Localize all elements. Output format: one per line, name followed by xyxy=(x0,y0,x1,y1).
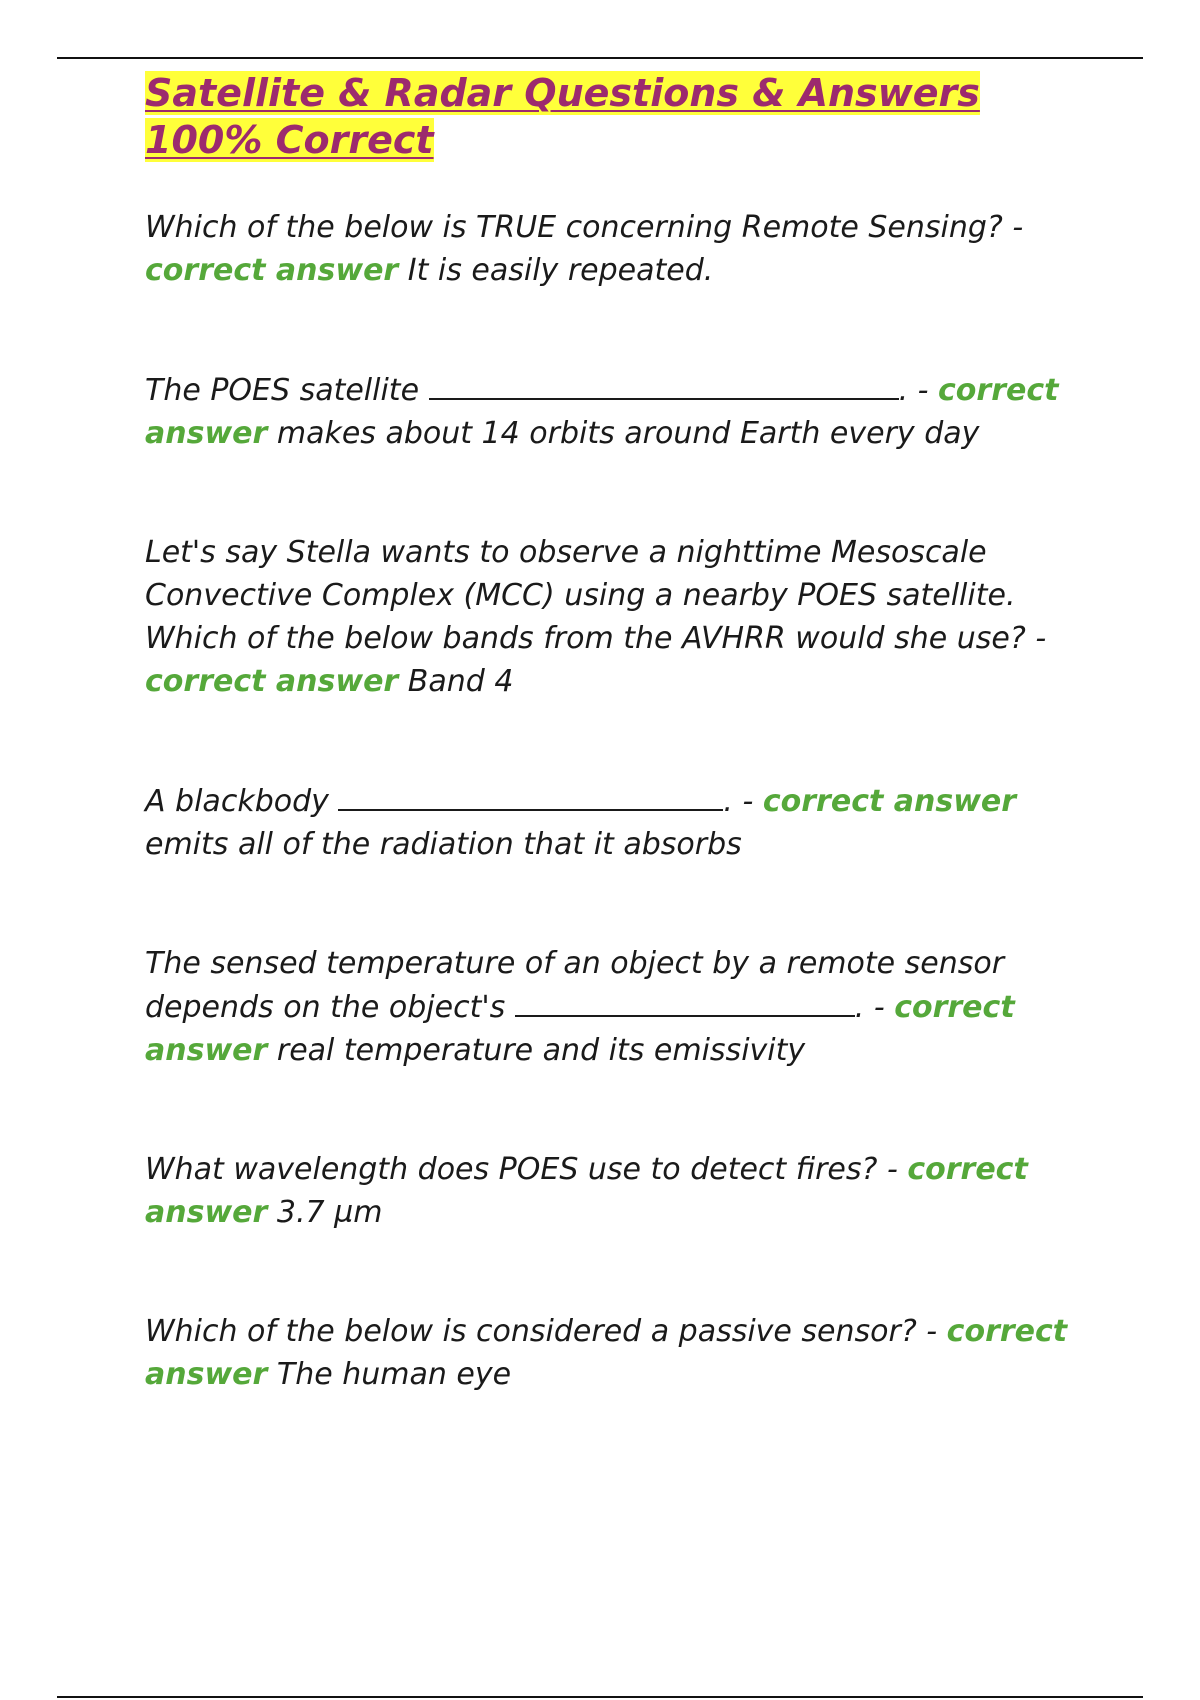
answer-text: emits all of the radiation that it absorbs xyxy=(145,827,742,862)
correct-answer-label: correct answer xyxy=(145,1314,1068,1392)
document-title xyxy=(145,70,1085,164)
question-text: Which of the below is considered a passive sensor? - xyxy=(145,1314,947,1349)
answer-text: 3.7 µm xyxy=(267,1195,383,1230)
question-text: The POES satellite xyxy=(145,373,429,408)
fill-in-blank xyxy=(338,779,723,811)
question-text-suffix: . - xyxy=(723,784,763,819)
document-body xyxy=(145,70,1085,1396)
fill-in-blank xyxy=(515,985,855,1017)
correct-answer-label: correct answer xyxy=(145,373,1059,451)
answer-text: It is easily repeated. xyxy=(398,253,714,288)
correct-answer-label: correct answer xyxy=(145,253,399,288)
question-text: The sensed temperature of an object by a remote sensor depends on the object's xyxy=(145,946,1005,1025)
qa-item xyxy=(145,531,1085,703)
bottom-rule xyxy=(57,1696,1143,1698)
qa-item xyxy=(145,779,1085,866)
title-highlight: Satellite & Radar Questions & Answers 100% Correct xyxy=(145,71,980,162)
question-text: A blackbody xyxy=(145,784,339,819)
correct-answer-label: correct answer xyxy=(145,664,399,699)
top-rule xyxy=(57,57,1143,59)
question-text: Which of the below is TRUE concerning Remote Sensing? - xyxy=(145,210,1024,245)
fill-in-blank xyxy=(429,368,899,400)
answer-text: Band 4 xyxy=(398,664,514,699)
answer-text: makes about 14 orbits around Earth every day xyxy=(267,416,980,451)
qa-item xyxy=(145,206,1085,292)
qa-item xyxy=(145,368,1085,455)
qa-item xyxy=(145,1148,1085,1234)
qa-item xyxy=(145,1310,1085,1396)
question-text-suffix: . - xyxy=(898,373,939,408)
question-text: What wavelength does POES use to detect fires? - xyxy=(145,1152,908,1187)
question-text-suffix: . - xyxy=(854,990,895,1025)
qa-item xyxy=(145,942,1085,1072)
qa-list xyxy=(145,206,1085,1396)
question-text: Let's say Stella wants to observe a nighttime Mesoscale Convective Complex (MCC) using a nearby POES satellite. Which of the below bands from the AVHRR would she use? - xyxy=(145,535,1047,656)
correct-answer-label: correct answer xyxy=(145,990,1015,1068)
answer-text: The human eye xyxy=(267,1357,512,1392)
correct-answer-label: correct answer xyxy=(145,1152,1028,1230)
answer-text: real temperature and its emissivity xyxy=(267,1033,806,1068)
correct-answer-label: correct answer xyxy=(762,784,1017,819)
